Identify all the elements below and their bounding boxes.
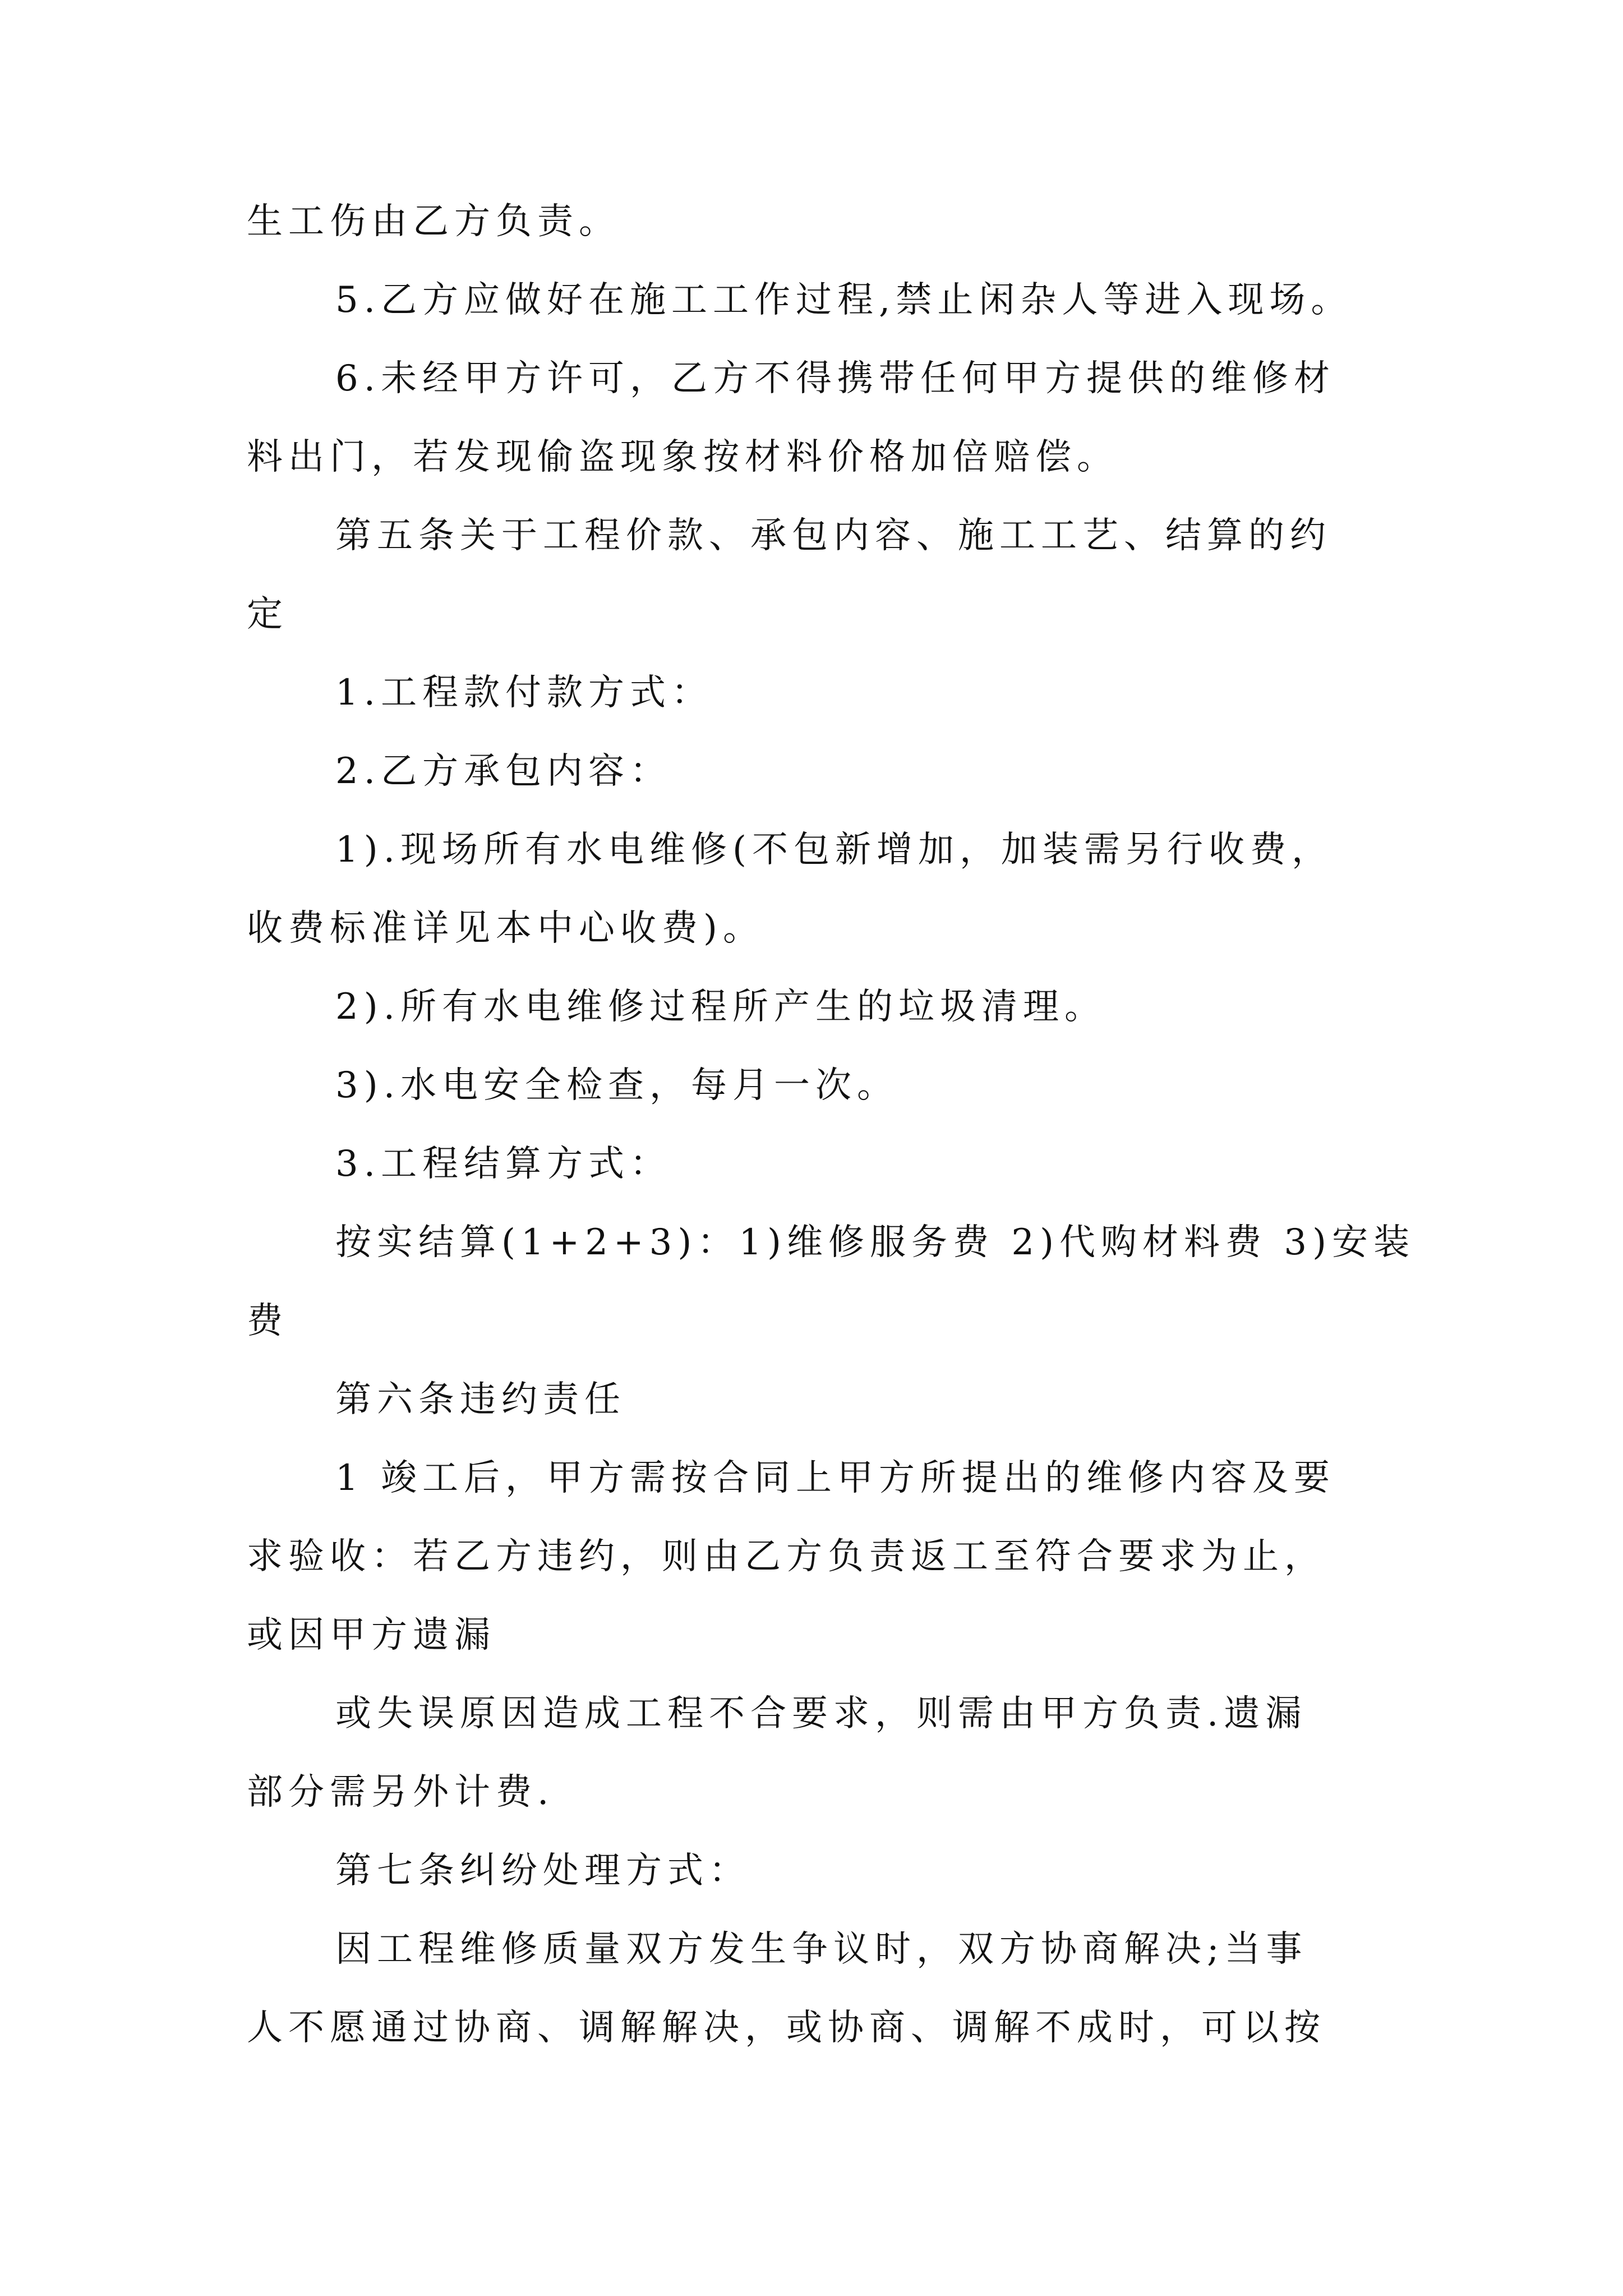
text-line: 按实结算(1+2+3)：1)维修服务费 2)代购材料费 3)安装 <box>335 1222 1415 1263</box>
text-line: 3.工程结算方式： <box>335 1143 672 1185</box>
text-line: 或因甲方遗漏 <box>247 1614 496 1656</box>
text-line: 6.未经甲方许可，乙方不得携带任何甲方提供的维修材 <box>335 358 1336 399</box>
text-line: 第六条违约责任 <box>335 1379 626 1420</box>
text-line: 1 竣工后，甲方需按合同上甲方所提出的维修内容及要 <box>335 1457 1336 1499</box>
text-line: 1).现场所有水电维修(不包新增加，加装需另行收费， <box>335 829 1333 871</box>
text-line: 费 <box>247 1300 288 1342</box>
text-line: 部分需另外计费. <box>247 1772 555 1813</box>
text-line: 第五条关于工程价款、承包内容、施工工艺、结算的约 <box>335 515 1331 556</box>
text-line: 人不愿通过协商、调解解决，或协商、调解不成时，可以按 <box>247 2007 1326 2049</box>
text-line: 第七条纠纷处理方式： <box>335 1850 750 1892</box>
text-line: 因工程维修质量双方发生争议时，双方协商解决;当事 <box>335 1929 1308 1970</box>
text-line: 求验收：若乙方违约，则由乙方负责返工至符合要求为止， <box>247 1536 1326 1577</box>
text-line: 3).水电安全检查，每月一次。 <box>335 1065 899 1106</box>
text-line: 生工伤由乙方负责。 <box>247 201 620 242</box>
text-line: 料出门，若发现偷盗现象按材料价格加倍赔偿。 <box>247 436 1118 478</box>
text-line: 5.乙方应做好在施工工作过程,禁止闲杂人等进入现场。 <box>335 279 1353 321</box>
text-line: 定 <box>247 593 288 635</box>
text-line: 收费标准详见本中心收费)。 <box>247 908 764 949</box>
text-line: 1.工程款付款方式： <box>335 672 713 714</box>
text-line: 或失误原因造成工程不合要求，则需由甲方负责.遗漏 <box>335 1693 1307 1734</box>
text-line: 2.乙方承包内容： <box>335 751 672 792</box>
text-line: 2).所有水电维修过程所产生的垃圾清理。 <box>335 986 1106 1028</box>
